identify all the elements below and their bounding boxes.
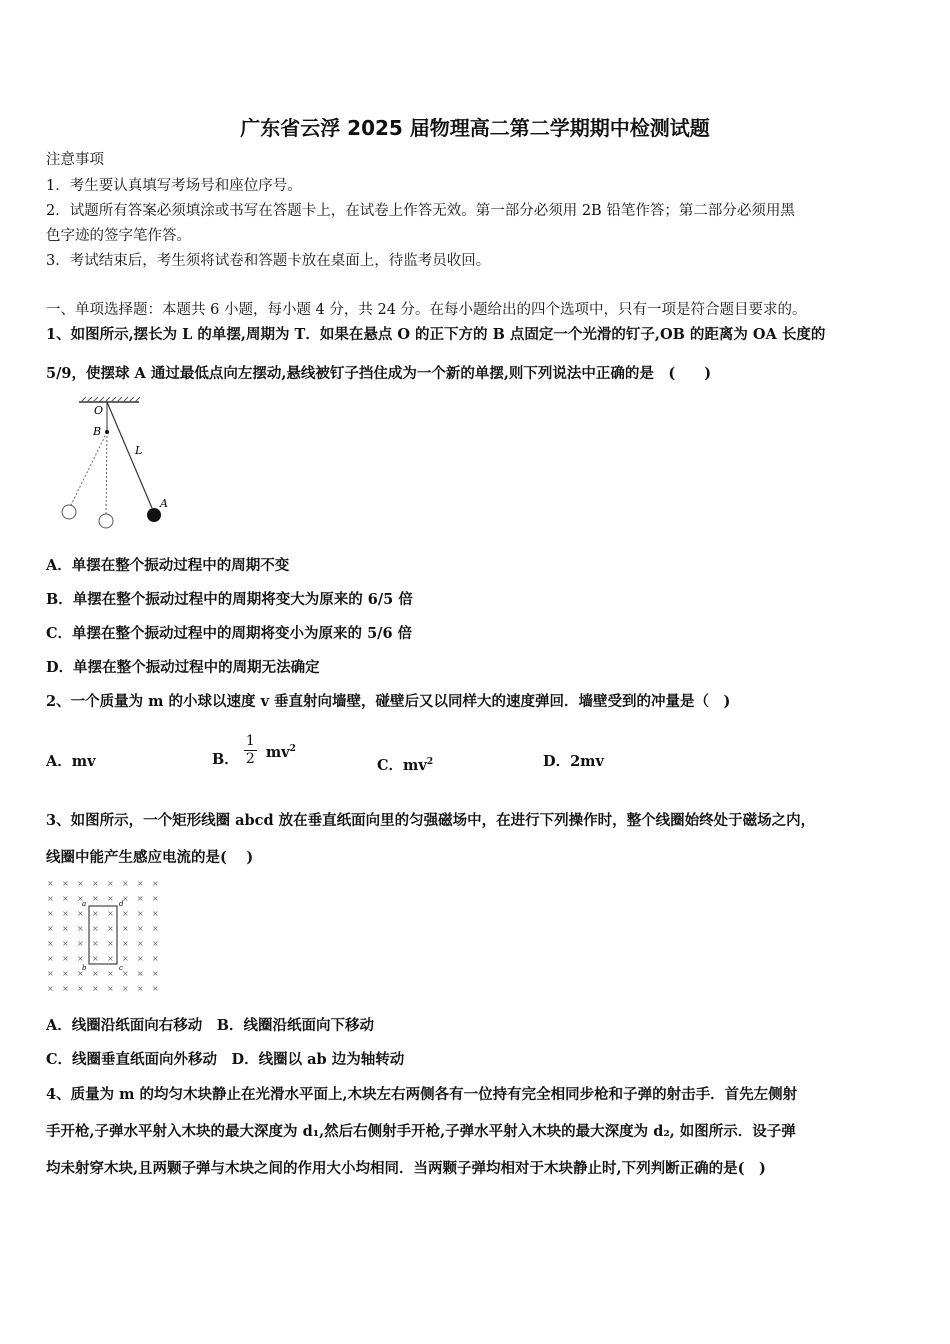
label-coil-a: a <box>82 900 87 908</box>
vertical-dashed-string <box>106 432 107 514</box>
field-cross-mark: × <box>107 879 114 888</box>
pendulum-figure <box>55 394 185 534</box>
page-title: 广东省云浮 2025 届物理高二第二学期期中检测试题 <box>240 116 710 140</box>
label-b: B <box>93 425 102 438</box>
q1-option-b: B．单摆在整个振动过程中的周期将变大为原来的 6/5 倍 <box>46 591 413 608</box>
q4-stem-line-3: 均未射穿木块,且两颗子弹与木块之间的作用大小均相同．当两颗子弹均相对于木块静止时,下列判断正确的是( ) <box>46 1160 766 1177</box>
section-heading: 一、单项选择题：本题共 6 小题，每小题 4 分，共 24 分。在每小题给出的四个选项中，只有一项是符合题目要求的。 <box>46 302 807 318</box>
field-cross-mark: × <box>137 984 144 993</box>
fraction-numerator: 1 <box>245 733 255 749</box>
field-cross-mark: × <box>137 924 144 933</box>
label-a: A <box>160 497 168 510</box>
field-cross-mark: × <box>77 969 84 978</box>
field-cross-mark: × <box>152 969 159 978</box>
field-cross-mark: × <box>122 909 129 918</box>
field-cross-mark: × <box>92 909 99 918</box>
notice-heading: 注意事项 <box>46 152 104 168</box>
label-coil-d: d <box>119 900 124 908</box>
notice-item-1: 1．考生要认真填写考场号和座位序号。 <box>46 178 302 194</box>
q2-stem: 2、一个质量为 m 的小球以速度 v 垂直射向墙壁，碰壁后又以同样大的速度弹回．墙壁受到的冲量是（ ) <box>46 693 731 710</box>
field-cross-mark: × <box>77 954 84 963</box>
field-cross-mark: × <box>92 954 99 963</box>
notice-item-2: 2．试题所有答案必须填涂或书写在答题卡上，在试卷上作答无效。第一部分必须用 2B 铅笔作答；第二部分必须用黑 <box>46 203 795 219</box>
field-cross-mark: × <box>152 879 159 888</box>
field-cross-mark: × <box>77 984 84 993</box>
field-cross-mark: × <box>122 894 129 903</box>
field-cross-mark: × <box>62 879 69 888</box>
field-cross-mark: × <box>92 939 99 948</box>
field-cross-mark: × <box>47 924 54 933</box>
field-cross-mark: × <box>77 894 84 903</box>
label-l: L <box>135 444 143 457</box>
q2-option-c-sup: 2 <box>426 757 434 767</box>
q4-stem-line-1: 4、质量为 m 的均匀木块静止在光滑水平面上,木块左右两侧各有一位持有完全相同步枪和子弹的射击手．首先左侧射 <box>46 1086 798 1103</box>
field-cross-mark: × <box>47 909 54 918</box>
field-cross-mark: × <box>107 909 114 918</box>
notice-item-2-cont: 色字迹的签字笔作答。 <box>46 228 191 244</box>
ball-left-position <box>62 505 76 519</box>
field-cross-mark: × <box>47 879 54 888</box>
q2-option-b-body: mv <box>265 743 290 761</box>
nail-point <box>105 430 109 434</box>
magnetic-field-figure <box>44 876 168 998</box>
field-cross-mark: × <box>152 924 159 933</box>
short-swing-dashed-string <box>70 432 107 507</box>
field-cross-mark: × <box>107 894 114 903</box>
q1-stem-line-2: 5/9，使摆球 A 通过最低点向左摆动,悬线被钉子挡住成为一个新的单摆,则下列说法中正确的是 ( ) <box>46 365 712 382</box>
q2-option-d: D．2mv <box>543 753 604 770</box>
label-o: O <box>94 404 104 417</box>
field-cross-mark: × <box>77 924 84 933</box>
q3-options-row-1: A．线圈沿纸面向右移动 B．线圈沿纸面向下移动 <box>46 1017 375 1034</box>
field-cross-mark: × <box>62 909 69 918</box>
field-cross-mark: × <box>107 954 114 963</box>
field-cross-mark: × <box>107 924 114 933</box>
field-cross-mark: × <box>122 939 129 948</box>
field-cross-mark: × <box>152 939 159 948</box>
field-cross-mark: × <box>77 939 84 948</box>
field-cross-mark: × <box>77 879 84 888</box>
field-cross-mark: × <box>122 969 129 978</box>
q2-option-a: A．mv <box>46 753 96 770</box>
q2-option-b-sup: 2 <box>289 743 296 754</box>
q1-option-d: D．单摆在整个振动过程中的周期无法确定 <box>46 659 320 676</box>
field-cross-mark: × <box>92 924 99 933</box>
field-cross-mark: × <box>77 909 84 918</box>
field-cross-mark: × <box>62 894 69 903</box>
ball-a <box>147 508 161 522</box>
field-cross-mark: × <box>47 894 54 903</box>
field-cross-mark: × <box>92 984 99 993</box>
field-cross-mark: × <box>62 984 69 993</box>
field-cross-mark: × <box>47 954 54 963</box>
field-cross-mark: × <box>92 894 99 903</box>
field-cross-mark: × <box>122 984 129 993</box>
field-cross-mark: × <box>152 894 159 903</box>
field-cross-mark: × <box>137 894 144 903</box>
q2-option-c-body: C．mv <box>377 756 427 774</box>
q4-stem-line-2: 手开枪,子弹水平射入木块的最大深度为 d₁,然后右侧射手开枪,子弹水平射入木块的最大深度为 d₂, 如图所示．设子弹 <box>46 1123 796 1140</box>
field-cross-mark: × <box>47 969 54 978</box>
field-cross-mark: × <box>62 954 69 963</box>
field-cross-mark: × <box>92 969 99 978</box>
field-cross-mark: × <box>92 879 99 888</box>
field-cross-mark: × <box>122 954 129 963</box>
field-cross-mark: × <box>62 924 69 933</box>
q1-option-a: A．单摆在整个振动过程中的周期不变 <box>46 557 290 574</box>
fraction-one-half <box>244 733 257 768</box>
q3-stem-line-2: 线圈中能产生感应电流的是( ) <box>46 849 254 866</box>
field-cross-mark: × <box>122 924 129 933</box>
field-cross-mark: × <box>137 969 144 978</box>
q3-options-row-2: C．线圈垂直纸面向外移动 D．线圈以 ab 边为轴转动 <box>46 1051 405 1068</box>
label-coil-b: b <box>82 964 87 972</box>
q2-option-c <box>377 752 433 776</box>
field-cross-mark: × <box>47 984 54 993</box>
main-string <box>107 402 152 508</box>
q2-option-b <box>212 728 296 768</box>
field-cross-mark: × <box>62 969 69 978</box>
field-cross-mark: × <box>152 984 159 993</box>
field-cross-mark: × <box>137 954 144 963</box>
field-cross-mark: × <box>107 939 114 948</box>
q2-option-b-label: B． <box>212 751 239 768</box>
field-cross-mark: × <box>152 954 159 963</box>
q3-stem-line-1: 3、如图所示，一个矩形线圈 abcd 放在垂直纸面向里的匀强磁场中，在进行下列操作时，整个线圈始终处于磁场之内， <box>46 812 816 829</box>
label-coil-c: c <box>119 964 123 972</box>
field-cross-mark: × <box>122 879 129 888</box>
field-cross-mark: × <box>137 939 144 948</box>
field-cross-mark: × <box>62 939 69 948</box>
field-cross-mark: × <box>107 984 114 993</box>
ball-lowest-position <box>99 514 113 528</box>
fraction-denominator: 2 <box>245 751 255 767</box>
q1-option-c: C．单摆在整个振动过程中的周期将变小为原来的 5/6 倍 <box>46 625 413 642</box>
q2-option-b-expr <box>266 741 296 761</box>
field-cross-mark: × <box>137 909 144 918</box>
field-cross-mark: × <box>107 969 114 978</box>
q1-stem-line-1: 1、如图所示,摆长为 L 的单摆,周期为 T．如果在悬点 O 的正下方的 B 点固定一个光滑的钉子,OB 的距离为 OA 长度的 <box>46 326 826 343</box>
field-cross-mark: × <box>47 939 54 948</box>
field-cross-grid <box>47 879 159 993</box>
field-cross-mark: × <box>152 909 159 918</box>
field-cross-mark: × <box>137 879 144 888</box>
notice-item-3: 3．考试结束后，考生须将试卷和答题卡放在桌面上，待监考员收回。 <box>46 253 491 269</box>
